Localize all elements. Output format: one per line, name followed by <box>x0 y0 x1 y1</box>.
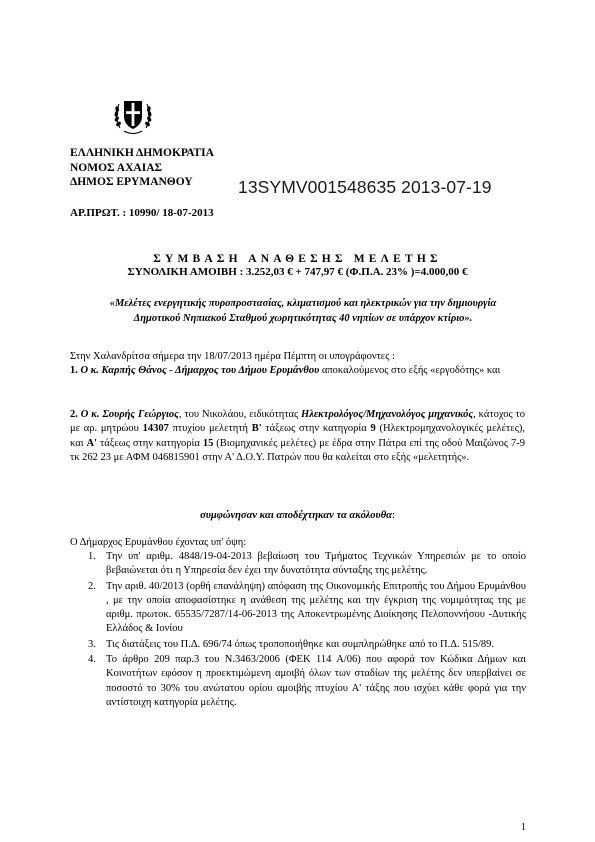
party-2-text-d: τάξεως στην κατηγορία <box>261 423 371 435</box>
party-1-role: αποκαλούμενος στο εξής «εργοδότης» και <box>321 365 501 377</box>
party-2-text-a: , του Νικολάου, ειδικότητας <box>178 409 302 420</box>
greek-coat-of-arms-icon <box>110 92 156 138</box>
agreement-lead: Ο Δήμαρχος Ερυμάνθου έχοντας υπ' όψη: <box>70 537 247 548</box>
party-2-text-g: (Βιομηχανικές μελέτες) με έδρα στην Πάτρα επί της οδού Μαιζώνος 7-9 τκ 262 23 με ΑΦΜ 046815901 στην Α' Δ.Ο.Υ. Πατρών που θα καλείται στο εξής «μελετητής». <box>70 437 526 463</box>
party-2-text-c: πτυχίου μελετητή <box>168 423 252 435</box>
list-item-text: Την αριθ. 40/2013 (ορθή επανάληψη) απόφαση της Οικονομικής Επιτροπής του Δήμου Ερυμάνθου , με την οποία αποφασίστηκε η ανάθεση της μελέτης και την έγκριση της νομιμότητας της με αριθμ. πρωτοκ. 65535/7287/14-06-2013 της Αποκεντρωμένης Διοίκησης Πελοποννήσου -Δυτικής Ελλάδος & Ιονίου <box>106 580 526 635</box>
registry-stamp: 13SYMV001548635 2013-07-19 <box>238 177 492 197</box>
party-2-registry-no: 14307 <box>142 423 169 435</box>
party-2-specialty: Ηλεκτρολόγος/Μηχανολόγος μηχανικός <box>301 409 474 420</box>
list-item-number: 3. <box>88 638 96 650</box>
party-2-class-2: Α' <box>86 437 98 449</box>
party-1-name: Ο κ. Καρπής Θάνος - Δήμαρχος του Δήμου Ερυμάνθου <box>80 365 320 377</box>
list-item-number: 2. <box>88 580 96 592</box>
contract-opening <box>70 350 525 379</box>
list-item-text: Τις διατάξεις του Π.Δ. 696/74 όπως τροποποιήθηκε και συμπληρώθηκε από το Π.Δ. 515/89. <box>106 638 495 650</box>
list-item-text: Την υπ' αριθμ. 4848/19-04-2013 βεβαίωση του Τμήματος Τεχνικών Υπηρεσιών με το οποίο βεβαιώνεται ότι η Υπηρεσία δεν έχει την δυνατότητα σύνταξης της μελέτης. <box>106 551 526 577</box>
party-1-number: 1. <box>70 365 78 377</box>
party-2-number: 2. <box>70 409 78 420</box>
list-item <box>70 580 526 637</box>
list-item <box>70 653 526 710</box>
issuer-prefecture: ΝΟΜΟΣ ΑΧΑΙΑΣ <box>70 161 163 174</box>
page-number: 1 <box>521 822 526 833</box>
protocol-number: ΑΡ.ΠΡΩΤ. : 10990/ 18-07-2013 <box>70 207 214 219</box>
total-fee-line: ΣΥΝΟΛΙΚΗ ΑΜΟΙΒΗ : 3.252,03 € + 747,97 € (Φ.Π.Α. 23% )=4.000,00 € <box>127 266 468 278</box>
list-item-text: Το άρθρο 209 παρ.3 του Ν.3463/2006 (ΦΕΚ 114 Α/06) που αφορά τον Κώδικα Δήμων και Κοινοτήτων εφόσον η προεκτιμώμενη αμοιβή όλων των σταδίων της μελέτης δεν υπερβαίνει σε ποσοστό το 30% του ανώτατου ορίου αμοιβής πτυχίου Α' τάξης που ισχύει κάθε φορά για την αντίστοιχη κατηγορία μελέτης. <box>106 654 526 708</box>
party-2-text-b: , κάτοχος το με αρ. μητρώου <box>70 409 526 435</box>
list-item <box>70 550 526 579</box>
contract-title: ΣΥΜΒΑΣΗ ΑΝΑΘΕΣΗΣ ΜΕΛΕΤΗΣ <box>153 253 442 265</box>
list-item <box>70 638 526 652</box>
agreement-heading-colon: : <box>391 510 395 521</box>
list-item-number: 4. <box>88 654 96 666</box>
issuer-municipality: ΔΗΜΟΣ ΕΡΥΜΑΝΘΟΥ <box>70 176 193 188</box>
party-2-text-f: τάξεως στην κατηγορία <box>97 437 203 449</box>
agreement-heading <box>0 510 595 521</box>
party-2-category: 9 <box>370 423 376 435</box>
party-2-class: Β' <box>251 423 262 435</box>
party-2 <box>70 408 525 465</box>
opening-line: Στην Χαλανδρίτσα σήμερα την 18/07/2013 ημέρα Πέμπτη οι υπογράφοντες : <box>70 351 395 362</box>
list-item-number: 1. <box>88 551 96 562</box>
party-1 <box>70 364 525 378</box>
party-2-category-2: 15 <box>202 437 214 449</box>
agreement-heading-text: συμφώνησαν και αποδέχτηκαν τα ακόλουθα <box>200 510 392 521</box>
considerations-list <box>70 550 526 711</box>
party-2-text-e: (Ηλεκτρομηχανολογικές μελέτες), και <box>70 423 525 449</box>
contract-subject: «Μελέτες ενεργητικής πυροπροστασίας, κλιματισμού και ηλεκτρικών για την δημιουργία Δημοτικού Νηπιακού Σταθμού χωρητικότητας 40 νηπίων σε υπάρχον κτίριο». <box>109 298 497 324</box>
issuer-country: ΕΛΛΗΝΙΚΗ ΔΗΜΟΚΡΑΤΙΑ <box>70 147 214 159</box>
issuer-block <box>70 146 214 190</box>
party-2-name: Ο κ. Σουρής Γεώργιος <box>80 409 179 420</box>
